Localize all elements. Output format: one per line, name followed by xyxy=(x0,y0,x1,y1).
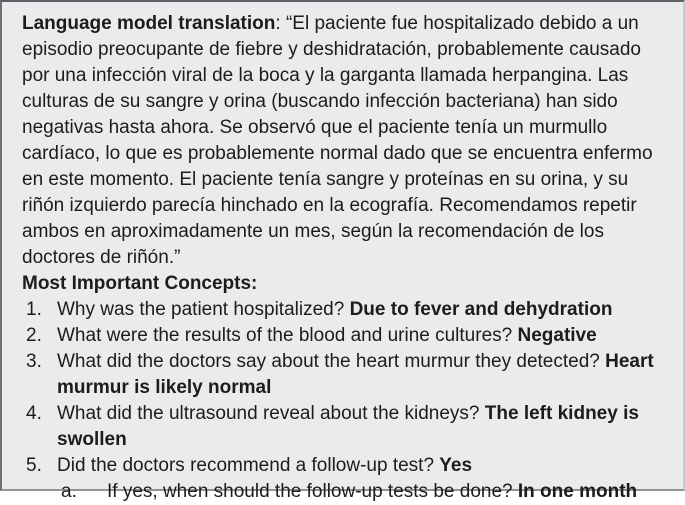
answer-text: Negative xyxy=(517,325,597,346)
answer-text: The left kidney is swollen xyxy=(57,403,639,450)
answer-text: In one month xyxy=(517,481,638,502)
concepts-heading: Most Important Concepts: xyxy=(22,273,258,294)
list-item xyxy=(22,297,665,323)
question-text: What did the ultrasound reveal about the kidneys? xyxy=(57,403,485,424)
list-item xyxy=(22,349,665,401)
list-item-number: 3. xyxy=(26,351,42,372)
list-item xyxy=(22,401,665,453)
list-item-number: 4. xyxy=(26,403,42,424)
list-item-text xyxy=(57,349,665,401)
question-text: What were the results of the blood and urine cultures? xyxy=(57,325,518,346)
question-text: If yes, when should the follow-up tests be done? xyxy=(107,481,518,502)
list-item xyxy=(22,323,665,349)
translation-label: Language model translation xyxy=(22,13,276,34)
translation-separator: : xyxy=(275,13,286,34)
question-text: Did the doctors recommend a follow-up test? xyxy=(57,455,440,476)
list-item-number: 1. xyxy=(26,299,42,320)
list-item xyxy=(22,453,665,479)
list-item-text xyxy=(57,297,665,323)
list-subitem-text xyxy=(107,479,665,505)
answer-text: Due to fever and dehydration xyxy=(349,299,613,320)
answer-text: Heart murmur is likely normal xyxy=(57,351,654,398)
list-item-text xyxy=(57,453,665,479)
question-text: What did the doctors say about the heart murmur they detected? xyxy=(57,351,606,372)
concepts-list xyxy=(22,297,665,505)
translation-text: “El paciente fue hospitalizado debido a un episodio preocupante de fiebre y deshidratación, probablemente causado por una infección viral de la boca y la garganta llamada herpangina. Las culturas de su sangre y orina (buscando infección bacteriana) han sido negativas hasta ahora. Se observó que el paciente tenía un murmullo cardíaco, lo que es probablemente normal dado que se encuentra enfermo en este momento. El paciente tenía sangre y proteínas en su orina, y su riñón izquierdo parecía hinchado en la ecografía. Recomendamos repetir ambos en aproximadamente un mes, según la recomendación de los doctores de riñón.” xyxy=(22,13,653,268)
list-item-text xyxy=(57,323,665,349)
translation-paragraph xyxy=(22,11,665,271)
list-item-text xyxy=(57,401,665,453)
question-text: Why was the patient hospitalized? xyxy=(57,299,350,320)
answer-text: Yes xyxy=(439,455,473,476)
list-item-number: 5. xyxy=(26,455,42,476)
list-subitem-letter: a. xyxy=(61,481,77,502)
list-item-number: 2. xyxy=(26,325,42,346)
list-subitem xyxy=(22,479,665,505)
